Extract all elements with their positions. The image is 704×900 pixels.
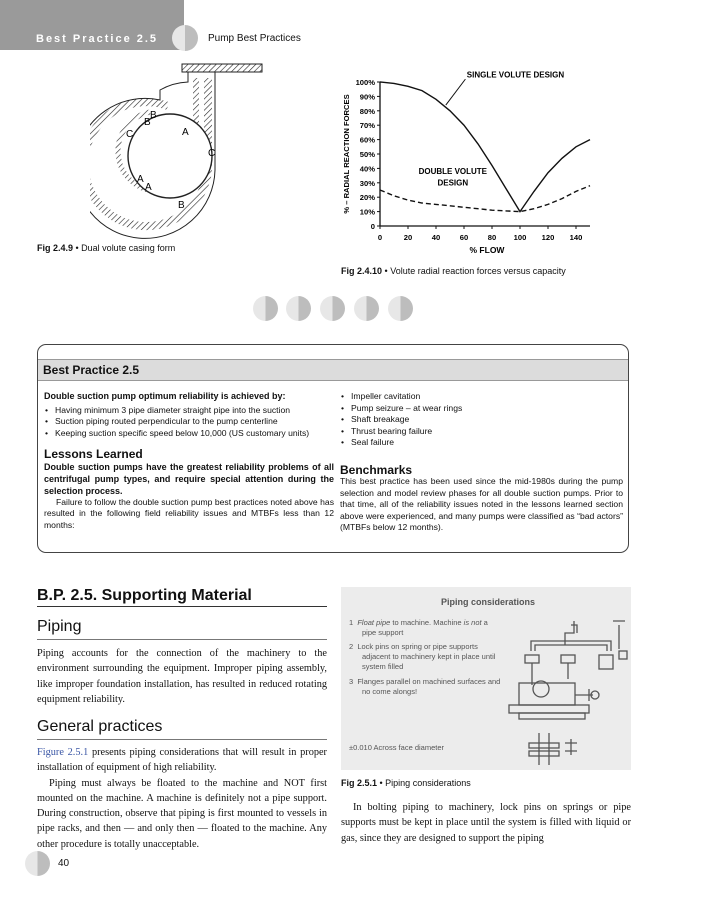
- best-practice-box: [37, 344, 629, 553]
- x-tick-label: 20: [403, 233, 413, 242]
- y-tick-label: 80%: [359, 106, 375, 116]
- list-item: • Having minimum 3 pipe diameter straight pipe into the suction: [44, 405, 334, 417]
- piping-drawing: [501, 615, 629, 765]
- header-tab: [0, 0, 184, 50]
- box-right-column: [340, 391, 623, 534]
- footer-ball-icon: [25, 851, 50, 876]
- box-left-list: [44, 405, 334, 440]
- x-tick-label: 80: [487, 233, 497, 242]
- volute-label: A: [145, 182, 152, 193]
- header-ball-icon: [172, 25, 198, 51]
- fig-251-panel: [341, 587, 631, 770]
- fig-2410-caption-text: Volute radial reaction forces versus capacity: [390, 266, 566, 276]
- fig-251-item-2: 2 Lock pins on spring or pipe supports adjacent to machinery kept in place until system filled: [349, 642, 496, 671]
- fig-251-caption: Fig 2.5.1 • Piping considerations: [341, 778, 471, 788]
- fig-249-caption-text: Dual volute casing form: [81, 243, 176, 253]
- volute-label: B: [144, 117, 151, 128]
- x-axis-label: % FLOW: [469, 245, 505, 255]
- fig-249-label: Fig 2.4.9: [37, 243, 74, 253]
- lessons-heading: Lessons Learned: [44, 447, 143, 461]
- fig-251-caption-text: Piping considerations: [385, 778, 471, 788]
- list-item: • Impeller cavitation: [340, 391, 623, 403]
- list-item: • Pump seizure – at wear rings: [340, 403, 623, 415]
- fig-249-caption: Fig 2.4.9 • Dual volute casing form: [37, 243, 176, 253]
- benchmarks-text: This best practice has been used since the mid-1980s during the pump selection and model review phases for all double suction pumps. Prior to that time, all of the reliability issues noted in the lessons learned section above were experienced, and many pumps were classified as “bad actors” (MTBFs below 12 months).: [340, 476, 623, 532]
- volute-label: A: [137, 174, 144, 185]
- running-header-title: Pump Best Practices: [208, 33, 301, 44]
- y-tick-label: 90%: [359, 92, 375, 102]
- divider-ball-icon: [354, 296, 379, 321]
- y-tick-label: 10%: [359, 207, 375, 217]
- x-tick-label: 140: [569, 233, 583, 242]
- fig-251-label: Fig 2.5.1: [341, 778, 378, 788]
- single-volute-annotation: SINGLE VOLUTE DESIGN: [466, 70, 565, 80]
- box-right-list: [340, 391, 623, 449]
- right-paragraph: In bolting piping to machinery, lock pins on springs or pipe supports must be kept in place until the system is filled with liquid or gas, since they are designed to support the piping: [341, 802, 631, 844]
- fig-251-title: Piping considerations: [441, 597, 536, 607]
- volute-label: C: [126, 129, 134, 140]
- fig-251-item-1: 1 Float pipe to machine. Machine is not a pipe support: [349, 618, 488, 637]
- y-tick-label: 100%: [355, 78, 375, 87]
- y-tick-label: 60%: [359, 135, 375, 145]
- benchmarks-heading: Benchmarks: [340, 462, 413, 477]
- general-practices-heading: General practices: [37, 718, 163, 735]
- box-intro: Double suction pump optimum reliability is achieved by:: [44, 391, 286, 401]
- piping-paragraph: Piping accounts for the connection of the machinery to the environment surrounding the equipment. Improper piping assembly, like improper foundation installation, has resulted in reduced rotating equipment reliability.: [37, 648, 327, 705]
- piping-heading-rule: [37, 639, 327, 640]
- list-item: • Suction piping routed perpendicular to the pump centerline: [44, 416, 334, 428]
- y-tick-label: 70%: [359, 121, 375, 131]
- volute-label: A: [182, 127, 189, 138]
- y-tick-label: 40%: [359, 164, 375, 174]
- x-tick-label: 60: [459, 233, 469, 242]
- list-item: • Seal failure: [340, 437, 623, 449]
- single-volute-series-line: [380, 82, 590, 212]
- volute-label: B: [150, 110, 157, 121]
- single-volute-annotation-leader: [446, 79, 466, 105]
- double-volute-series-line: [380, 186, 590, 212]
- divider-ball-icon: [253, 296, 278, 321]
- double-volute-annotation: DOUBLE VOLUTE: [418, 167, 488, 177]
- fig-251-tolerance: ±0.010 Across face diameter: [349, 743, 444, 752]
- best-practice-box-header: [38, 359, 628, 381]
- lessons-bold: Double suction pumps have the greatest reliability problems of all centrifugal pump types, and require special attention during the selection process.: [44, 461, 334, 496]
- general-practices-paragraph: [37, 745, 327, 852]
- divider-ball-icon: [388, 296, 413, 321]
- x-tick-label: 40: [431, 233, 441, 242]
- section-title-rule: [37, 606, 327, 607]
- page-number: 40: [58, 858, 70, 869]
- header-tab-label: Best Practice 2.5: [36, 33, 159, 45]
- y-tick-label: 30%: [359, 178, 375, 188]
- lessons-text: Failure to follow the double suction pump best practices noted above has resulted in the following field reliability issues and MTBFs less than 12 months:: [44, 496, 334, 530]
- best-practice-box-title: Best Practice 2.5: [43, 363, 140, 377]
- list-item: • Shaft breakage: [340, 414, 623, 426]
- volute-label: B: [178, 200, 185, 211]
- fig-251-item-3: 3 Flanges parallel on machined surfaces and no come alongs!: [349, 677, 501, 696]
- double-volute-annotation: DESIGN: [437, 178, 469, 188]
- box-left-column: [44, 391, 334, 531]
- radial-forces-chart: [340, 62, 610, 260]
- volute-label: C: [208, 148, 216, 159]
- list-item: • Thrust bearing failure: [340, 426, 623, 438]
- gp-text-2: Piping must always be floated to the machine and NOT first mounted on the machine. A machine is definitely not a pipe support. During construction, observe that piping is first mounted to vessels in pipe racks, and then — and only then — floated to the machine. Any other procedure is totally unacceptable.: [37, 777, 327, 850]
- divider-ball-icon: [320, 296, 345, 321]
- general-heading-rule: [37, 739, 327, 740]
- y-tick-label: 0: [370, 222, 375, 231]
- x-tick-label: 100: [513, 233, 527, 242]
- fig-2410-caption: Fig 2.4.10 • Volute radial reaction forces versus capacity: [341, 266, 566, 276]
- y-tick-label: 20%: [359, 193, 375, 203]
- piping-heading: Piping: [37, 618, 82, 635]
- list-item: • Keeping suction specific speed below 10,000 (US customary units): [44, 428, 334, 440]
- divider-ball-icon: [286, 296, 311, 321]
- fig-2410-label: Fig 2.4.10: [341, 266, 383, 276]
- x-tick-label: 0: [377, 233, 383, 242]
- y-axis-label: % – RADIAL REACTION FORCES: [342, 94, 351, 214]
- section-title: B.P. 2.5. Supporting Material: [37, 587, 252, 604]
- volute-casing-drawing: [90, 60, 270, 240]
- y-tick-label: 50%: [359, 150, 375, 159]
- figure-link[interactable]: Figure 2.5.1: [37, 747, 89, 758]
- x-tick-label: 120: [541, 233, 555, 242]
- gp-text-1: presents piping considerations that will result in proper installation of equipment of high reliability.: [37, 747, 327, 774]
